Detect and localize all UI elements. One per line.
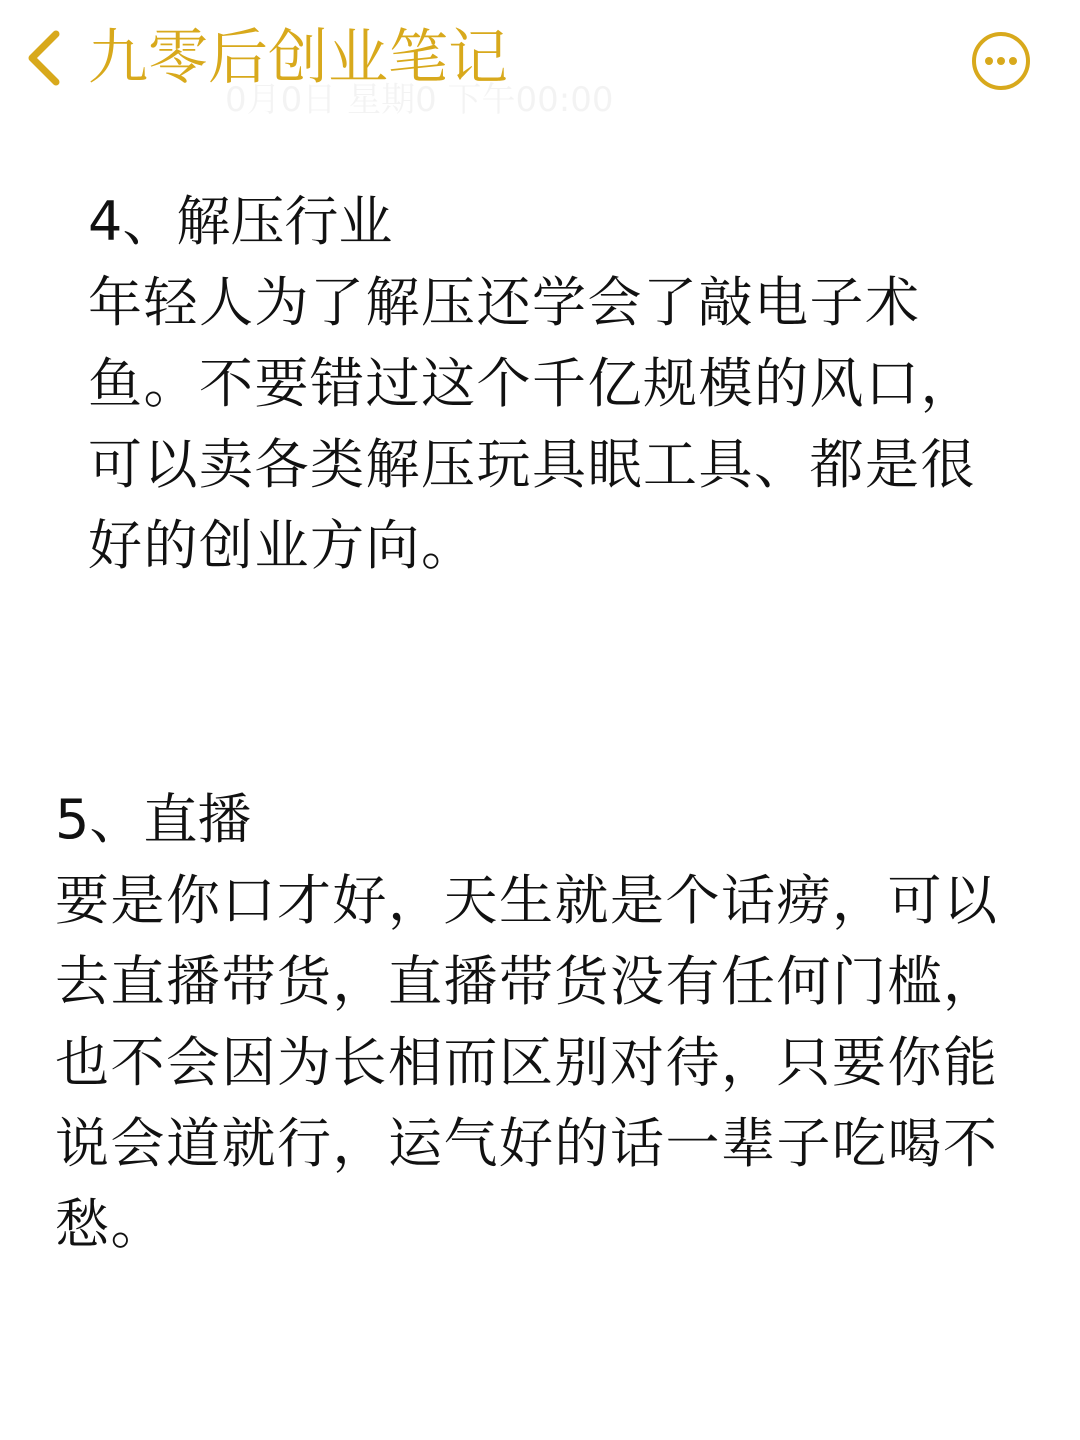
navigation-bar: [0, 0, 1080, 120]
note-timestamp: [225, 78, 614, 122]
more-button[interactable]: [970, 30, 1032, 92]
note-section-4: [88, 181, 1028, 586]
back-button[interactable]: [22, 26, 66, 90]
section-heading: 5、直播: [55, 788, 252, 851]
section-body: 年轻人为了解压还学会了敲电子术鱼。不要错过这个千亿规模的风口，可以卖各类解压玩具眠工具、都是很好的创业方向。: [88, 271, 976, 577]
section-body: 要是你口才好，天生就是个话痨，可以去直播带货，直播带货没有任何门槛，也不会因为长相而区别对待，只要你能说会道就行，运气好的话一辈子吃喝不愁。: [55, 869, 999, 1256]
ellipsis-circle-icon: [970, 30, 1032, 92]
section-heading: 4、解压行业: [88, 190, 393, 253]
chevron-left-icon: [22, 26, 66, 90]
note-title: 九零后创业笔记: [88, 23, 508, 93]
note-section-5: [55, 779, 1000, 1265]
